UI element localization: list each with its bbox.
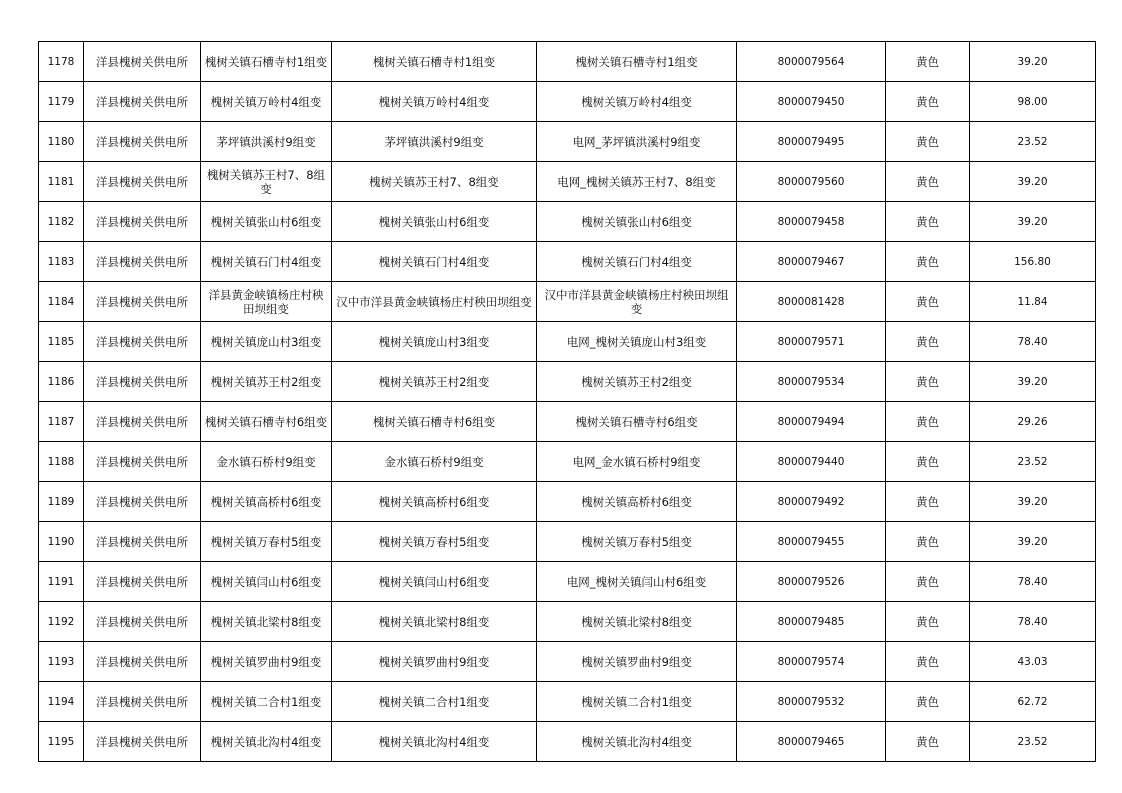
value-cell: 39.20 (970, 482, 1096, 522)
table-row (39, 162, 1096, 202)
table-row (39, 442, 1096, 482)
asset-code-cell: 8000079526 (737, 562, 886, 602)
grid-name-cell: 电网_茅坪镇洪溪村9组变 (537, 122, 737, 162)
value-cell: 39.20 (970, 202, 1096, 242)
value-cell: 23.52 (970, 442, 1096, 482)
grid-name-cell: 槐树关镇北梁村8组变 (537, 602, 737, 642)
station-name-cell: 茅坪镇洪溪村9组变 (332, 122, 537, 162)
warning-level-cell: 黄色 (886, 82, 970, 122)
transformer-name-cell: 槐树关镇罗曲村9组变 (201, 642, 332, 682)
row-index-cell: 1185 (39, 322, 84, 362)
row-index-cell: 1184 (39, 282, 84, 322)
table-row (39, 362, 1096, 402)
transformer-name-cell: 槐树关镇张山村6组变 (201, 202, 332, 242)
grid-name-cell: 槐树关镇张山村6组变 (537, 202, 737, 242)
transformer-name-cell: 槐树关镇北梁村8组变 (201, 602, 332, 642)
table-row (39, 682, 1096, 722)
station-name-cell: 槐树关镇闫山村6组变 (332, 562, 537, 602)
supply-unit-cell: 洋县槐树关供电所 (84, 202, 201, 242)
row-index-cell: 1178 (39, 42, 84, 82)
station-name-cell: 金水镇石桥村9组变 (332, 442, 537, 482)
asset-code-cell: 8000081428 (737, 282, 886, 322)
transformer-name-cell: 槐树关镇石槽寺村6组变 (201, 402, 332, 442)
asset-code-cell: 8000079564 (737, 42, 886, 82)
station-name-cell: 槐树关镇苏王村2组变 (332, 362, 537, 402)
row-index-cell: 1181 (39, 162, 84, 202)
asset-code-cell: 8000079485 (737, 602, 886, 642)
table-row (39, 322, 1096, 362)
row-index-cell: 1182 (39, 202, 84, 242)
grid-name-cell: 槐树关镇石槽寺村6组变 (537, 402, 737, 442)
transformer-name-cell: 槐树关镇万岭村4组变 (201, 82, 332, 122)
station-name-cell: 槐树关镇庞山村3组变 (332, 322, 537, 362)
grid-name-cell: 槐树关镇万岭村4组变 (537, 82, 737, 122)
value-cell: 23.52 (970, 122, 1096, 162)
row-index-cell: 1189 (39, 482, 84, 522)
table-row (39, 482, 1096, 522)
grid-name-cell: 电网_槐树关镇闫山村6组变 (537, 562, 737, 602)
grid-name-cell: 槐树关镇高桥村6组变 (537, 482, 737, 522)
row-index-cell: 1193 (39, 642, 84, 682)
station-name-cell: 槐树关镇罗曲村9组变 (332, 642, 537, 682)
grid-name-cell: 电网_槐树关镇苏王村7、8组变 (537, 162, 737, 202)
value-cell: 78.40 (970, 562, 1096, 602)
warning-level-cell: 黄色 (886, 282, 970, 322)
transformer-name-cell: 槐树关镇苏王村7、8组变 (201, 162, 332, 202)
transformer-name-cell: 洋县黄金峡镇杨庄村秧田坝组变 (201, 282, 332, 322)
supply-unit-cell: 洋县槐树关供电所 (84, 122, 201, 162)
warning-level-cell: 黄色 (886, 122, 970, 162)
transformer-name-cell: 槐树关镇二合村1组变 (201, 682, 332, 722)
asset-code-cell: 8000079494 (737, 402, 886, 442)
supply-unit-cell: 洋县槐树关供电所 (84, 242, 201, 282)
station-name-cell: 槐树关镇万春村5组变 (332, 522, 537, 562)
asset-code-cell: 8000079574 (737, 642, 886, 682)
value-cell: 98.00 (970, 82, 1096, 122)
asset-code-cell: 8000079465 (737, 722, 886, 762)
warning-level-cell: 黄色 (886, 242, 970, 282)
warning-level-cell: 黄色 (886, 442, 970, 482)
asset-code-cell: 8000079532 (737, 682, 886, 722)
asset-code-cell: 8000079492 (737, 482, 886, 522)
grid-name-cell: 槐树关镇二合村1组变 (537, 682, 737, 722)
value-cell: 39.20 (970, 362, 1096, 402)
value-cell: 43.03 (970, 642, 1096, 682)
station-name-cell: 槐树关镇二合村1组变 (332, 682, 537, 722)
value-cell: 62.72 (970, 682, 1096, 722)
supply-unit-cell: 洋县槐树关供电所 (84, 682, 201, 722)
transformer-name-cell: 槐树关镇石门村4组变 (201, 242, 332, 282)
supply-unit-cell: 洋县槐树关供电所 (84, 322, 201, 362)
grid-name-cell: 槐树关镇北沟村4组变 (537, 722, 737, 762)
table-row (39, 522, 1096, 562)
station-name-cell: 槐树关镇万岭村4组变 (332, 82, 537, 122)
grid-name-cell: 电网_槐树关镇庞山村3组变 (537, 322, 737, 362)
asset-code-cell: 8000079455 (737, 522, 886, 562)
station-name-cell: 汉中市洋县黄金峡镇杨庄村秧田坝组变 (332, 282, 537, 322)
grid-name-cell: 槐树关镇苏王村2组变 (537, 362, 737, 402)
value-cell: 11.84 (970, 282, 1096, 322)
warning-level-cell: 黄色 (886, 362, 970, 402)
supply-unit-cell: 洋县槐树关供电所 (84, 642, 201, 682)
value-cell: 39.20 (970, 162, 1096, 202)
table-row (39, 602, 1096, 642)
table-body (39, 42, 1096, 762)
warning-level-cell: 黄色 (886, 322, 970, 362)
grid-name-cell: 槐树关镇石门村4组变 (537, 242, 737, 282)
warning-level-cell: 黄色 (886, 602, 970, 642)
transformer-name-cell: 槐树关镇万春村5组变 (201, 522, 332, 562)
value-cell: 156.80 (970, 242, 1096, 282)
station-name-cell: 槐树关镇北沟村4组变 (332, 722, 537, 762)
transformer-name-cell: 茅坪镇洪溪村9组变 (201, 122, 332, 162)
warning-level-cell: 黄色 (886, 722, 970, 762)
warning-level-cell: 黄色 (886, 482, 970, 522)
row-index-cell: 1183 (39, 242, 84, 282)
asset-code-cell: 8000079450 (737, 82, 886, 122)
row-index-cell: 1194 (39, 682, 84, 722)
warning-level-cell: 黄色 (886, 522, 970, 562)
table-row (39, 642, 1096, 682)
asset-code-cell: 8000079571 (737, 322, 886, 362)
table-row (39, 402, 1096, 442)
row-index-cell: 1192 (39, 602, 84, 642)
table-row (39, 722, 1096, 762)
row-index-cell: 1180 (39, 122, 84, 162)
supply-unit-cell: 洋县槐树关供电所 (84, 482, 201, 522)
warning-level-cell: 黄色 (886, 402, 970, 442)
value-cell: 29.26 (970, 402, 1096, 442)
transformer-name-cell: 槐树关镇苏王村2组变 (201, 362, 332, 402)
row-index-cell: 1191 (39, 562, 84, 602)
table-row (39, 82, 1096, 122)
station-name-cell: 槐树关镇石槽寺村6组变 (332, 402, 537, 442)
warning-level-cell: 黄色 (886, 682, 970, 722)
supply-unit-cell: 洋县槐树关供电所 (84, 162, 201, 202)
warning-level-cell: 黄色 (886, 42, 970, 82)
value-cell: 78.40 (970, 322, 1096, 362)
grid-name-cell: 电网_金水镇石桥村9组变 (537, 442, 737, 482)
grid-name-cell: 汉中市洋县黄金峡镇杨庄村秧田坝组变 (537, 282, 737, 322)
row-index-cell: 1179 (39, 82, 84, 122)
transformer-name-cell: 槐树关镇石槽寺村1组变 (201, 42, 332, 82)
asset-code-cell: 8000079458 (737, 202, 886, 242)
warning-level-cell: 黄色 (886, 642, 970, 682)
supply-unit-cell: 洋县槐树关供电所 (84, 42, 201, 82)
supply-unit-cell: 洋县槐树关供电所 (84, 562, 201, 602)
asset-code-cell: 8000079495 (737, 122, 886, 162)
grid-name-cell: 槐树关镇万春村5组变 (537, 522, 737, 562)
row-index-cell: 1186 (39, 362, 84, 402)
data-table (38, 41, 1096, 762)
warning-level-cell: 黄色 (886, 562, 970, 602)
station-name-cell: 槐树关镇张山村6组变 (332, 202, 537, 242)
station-name-cell: 槐树关镇石门村4组变 (332, 242, 537, 282)
transformer-name-cell: 金水镇石桥村9组变 (201, 442, 332, 482)
row-index-cell: 1187 (39, 402, 84, 442)
supply-unit-cell: 洋县槐树关供电所 (84, 442, 201, 482)
grid-name-cell: 槐树关镇罗曲村9组变 (537, 642, 737, 682)
supply-unit-cell: 洋县槐树关供电所 (84, 402, 201, 442)
warning-level-cell: 黄色 (886, 202, 970, 242)
supply-unit-cell: 洋县槐树关供电所 (84, 522, 201, 562)
supply-unit-cell: 洋县槐树关供电所 (84, 282, 201, 322)
station-name-cell: 槐树关镇苏王村7、8组变 (332, 162, 537, 202)
table-row (39, 122, 1096, 162)
supply-unit-cell: 洋县槐树关供电所 (84, 82, 201, 122)
table-row (39, 282, 1096, 322)
table-row (39, 42, 1096, 82)
transformer-name-cell: 槐树关镇庞山村3组变 (201, 322, 332, 362)
grid-name-cell: 槐树关镇石槽寺村1组变 (537, 42, 737, 82)
transformer-name-cell: 槐树关镇闫山村6组变 (201, 562, 332, 602)
table-row (39, 202, 1096, 242)
row-index-cell: 1188 (39, 442, 84, 482)
asset-code-cell: 8000079560 (737, 162, 886, 202)
value-cell: 39.20 (970, 42, 1096, 82)
asset-code-cell: 8000079440 (737, 442, 886, 482)
station-name-cell: 槐树关镇石槽寺村1组变 (332, 42, 537, 82)
value-cell: 39.20 (970, 522, 1096, 562)
asset-code-cell: 8000079467 (737, 242, 886, 282)
asset-code-cell: 8000079534 (737, 362, 886, 402)
transformer-name-cell: 槐树关镇高桥村6组变 (201, 482, 332, 522)
station-name-cell: 槐树关镇高桥村6组变 (332, 482, 537, 522)
value-cell: 78.40 (970, 602, 1096, 642)
warning-level-cell: 黄色 (886, 162, 970, 202)
value-cell: 23.52 (970, 722, 1096, 762)
table-row (39, 562, 1096, 602)
row-index-cell: 1190 (39, 522, 84, 562)
supply-unit-cell: 洋县槐树关供电所 (84, 602, 201, 642)
row-index-cell: 1195 (39, 722, 84, 762)
supply-unit-cell: 洋县槐树关供电所 (84, 362, 201, 402)
table-row (39, 242, 1096, 282)
transformer-name-cell: 槐树关镇北沟村4组变 (201, 722, 332, 762)
station-name-cell: 槐树关镇北梁村8组变 (332, 602, 537, 642)
supply-unit-cell: 洋县槐树关供电所 (84, 722, 201, 762)
